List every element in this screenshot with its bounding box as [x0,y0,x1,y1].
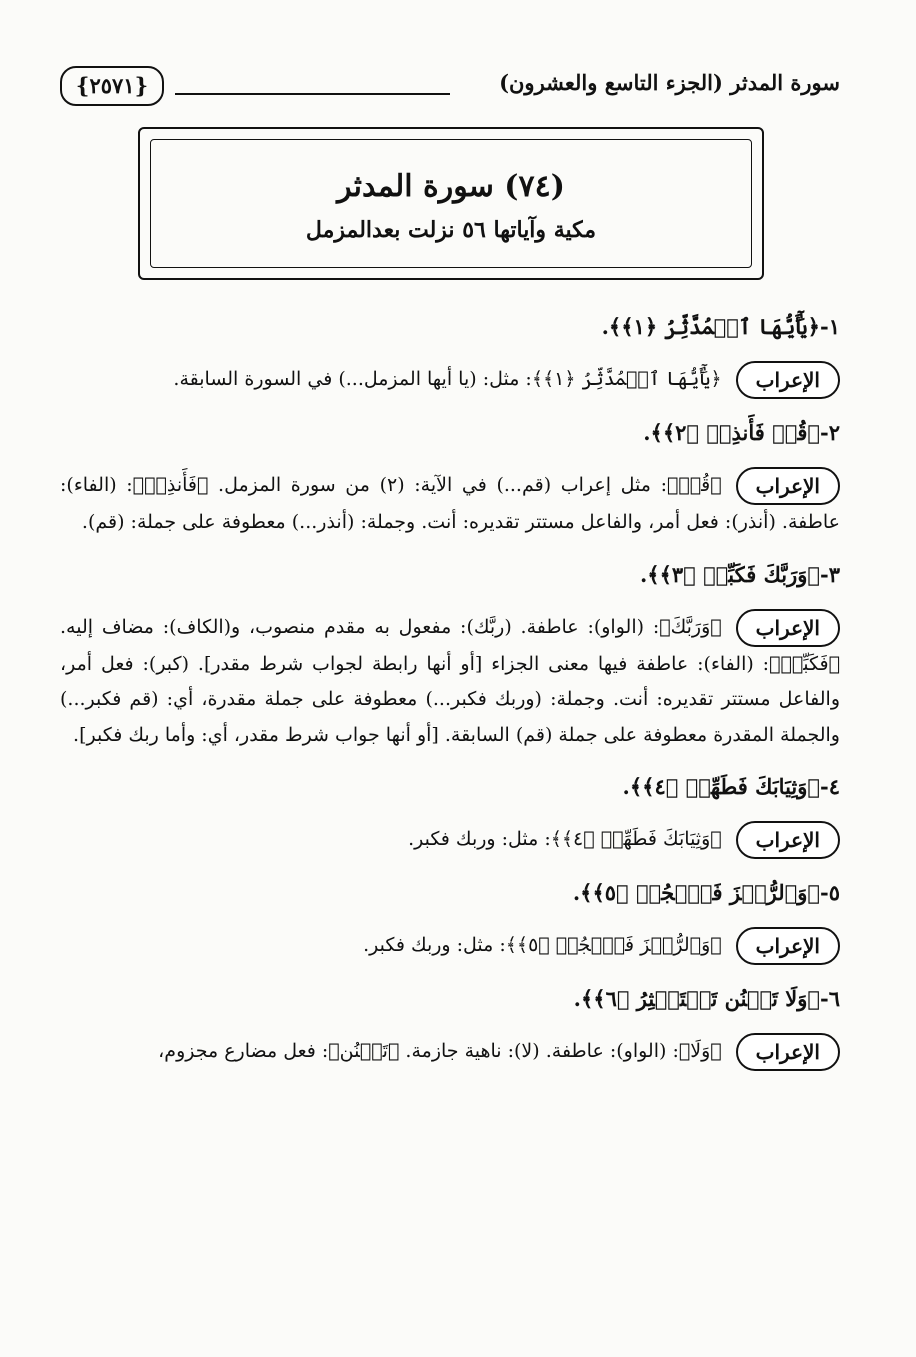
irab-block-1 [60,361,840,399]
verse-4: ٤-﴿وَثِيَابَكَ فَطَهِّرۡ ﴿٤﴾﴾. [622,774,840,799]
verse-5: ٥-﴿وَٱلرُّجۡزَ فَٱهۡجُرۡ ﴿٥﴾﴾. [572,880,840,905]
irab-block-2 [60,467,840,541]
running-title: سورة المدثر (الجزء التاسع والعشرون) [499,70,840,95]
surah-subtitle: مكية وآياتها ٥٦ نزلت بعدالمزمل [305,217,597,243]
irab-label: الإعراب [736,821,840,859]
irab-label: الإعراب [736,609,840,647]
verse-6: ٦-﴿وَلَا تَمۡنُن تَسۡتَكۡثِرُ ﴿٦﴾﴾. [573,986,840,1011]
irab-text-2: ﴿قُمۡ﴾: مثل إعراب (قم...) في الآية: (٢) من سورة المزمل. ﴿فَأَنذِرۡ﴾: (الفاء): عاطفة. (أنذر): فعل أمر، والفاعل مستتر تقديره: أنت. وجملة: (أنذر...) معطوفة على جملة: (قم). [60,474,840,533]
page-number: {٢٥٧١} [60,66,164,106]
irab-text-5: ﴿وَٱلرُّجۡزَ فَٱهۡجُرۡ ﴿٥﴾﴾: مثل: وربك فكبر. [363,934,722,956]
irab-text-3: ﴿وَرَبَّكَ﴾: (الواو): عاطفة. (ربَّك): مفعول به مقدم منصوب، و(الكاف): مضاف إليه. ﴿فَكَبِّرۡ﴾: (الفاء): عاطفة فيها معنى الجزاء [أو أنها رابطة لجواب شرط مقدر]. (كبر): فعل أمر، والفاعل مستتر تقديره: أنت. وجملة: (وربك فكبر...) معطوفة على جملة مقدرة، أي: (قم فكبر...) والجملة المقدرة معطوفة على جملة (قم) السابقة. [أو أنها جواب شرط مقدر، أي: وأما ربك فكبر]. [60,615,840,746]
surah-title: (٧٤) سورة المدثر [337,169,565,204]
irab-block-4 [60,821,840,859]
irab-block-5 [60,927,840,965]
header-rule [175,93,450,95]
verse-1: ١-﴿يَٰٓأَيُّهَا ٱلۡمُدَّثِّرُ ﴿١﴾﴾. [601,314,840,339]
irab-text-4: ﴿وَثِيَابَكَ فَطَهِّرۡ ﴿٤﴾﴾: مثل: وربك فكبر. [408,828,722,850]
verse-2: ٢-﴿قُمۡ فَأَنذِرۡ ﴿٢﴾﴾. [643,420,840,445]
irab-text-1: ﴿يَٰٓأَيُّهَا ٱلۡمُدَّثِّرُ ﴿١﴾﴾: مثل: (يا أيها المزمل...) في السورة السابقة. [173,368,722,390]
irab-label: الإعراب [736,1033,840,1071]
irab-text-6: ﴿وَلَا﴾: (الواو): عاطفة. (لا): ناهية جازمة. ﴿تَمۡنُن﴾: فعل مضارع مجزوم، [158,1040,722,1062]
irab-block-3 [60,609,840,754]
irab-block-6 [60,1033,840,1071]
verse-3: ٣-﴿وَرَبَّكَ فَكَبِّرۡ ﴿٣﴾﴾. [639,561,840,587]
irab-label: الإعراب [736,927,840,965]
page-header [60,66,840,110]
irab-label: الإعراب [736,361,840,399]
surah-title-box [138,127,764,280]
main-content [60,300,840,1088]
irab-label: الإعراب [736,467,840,505]
